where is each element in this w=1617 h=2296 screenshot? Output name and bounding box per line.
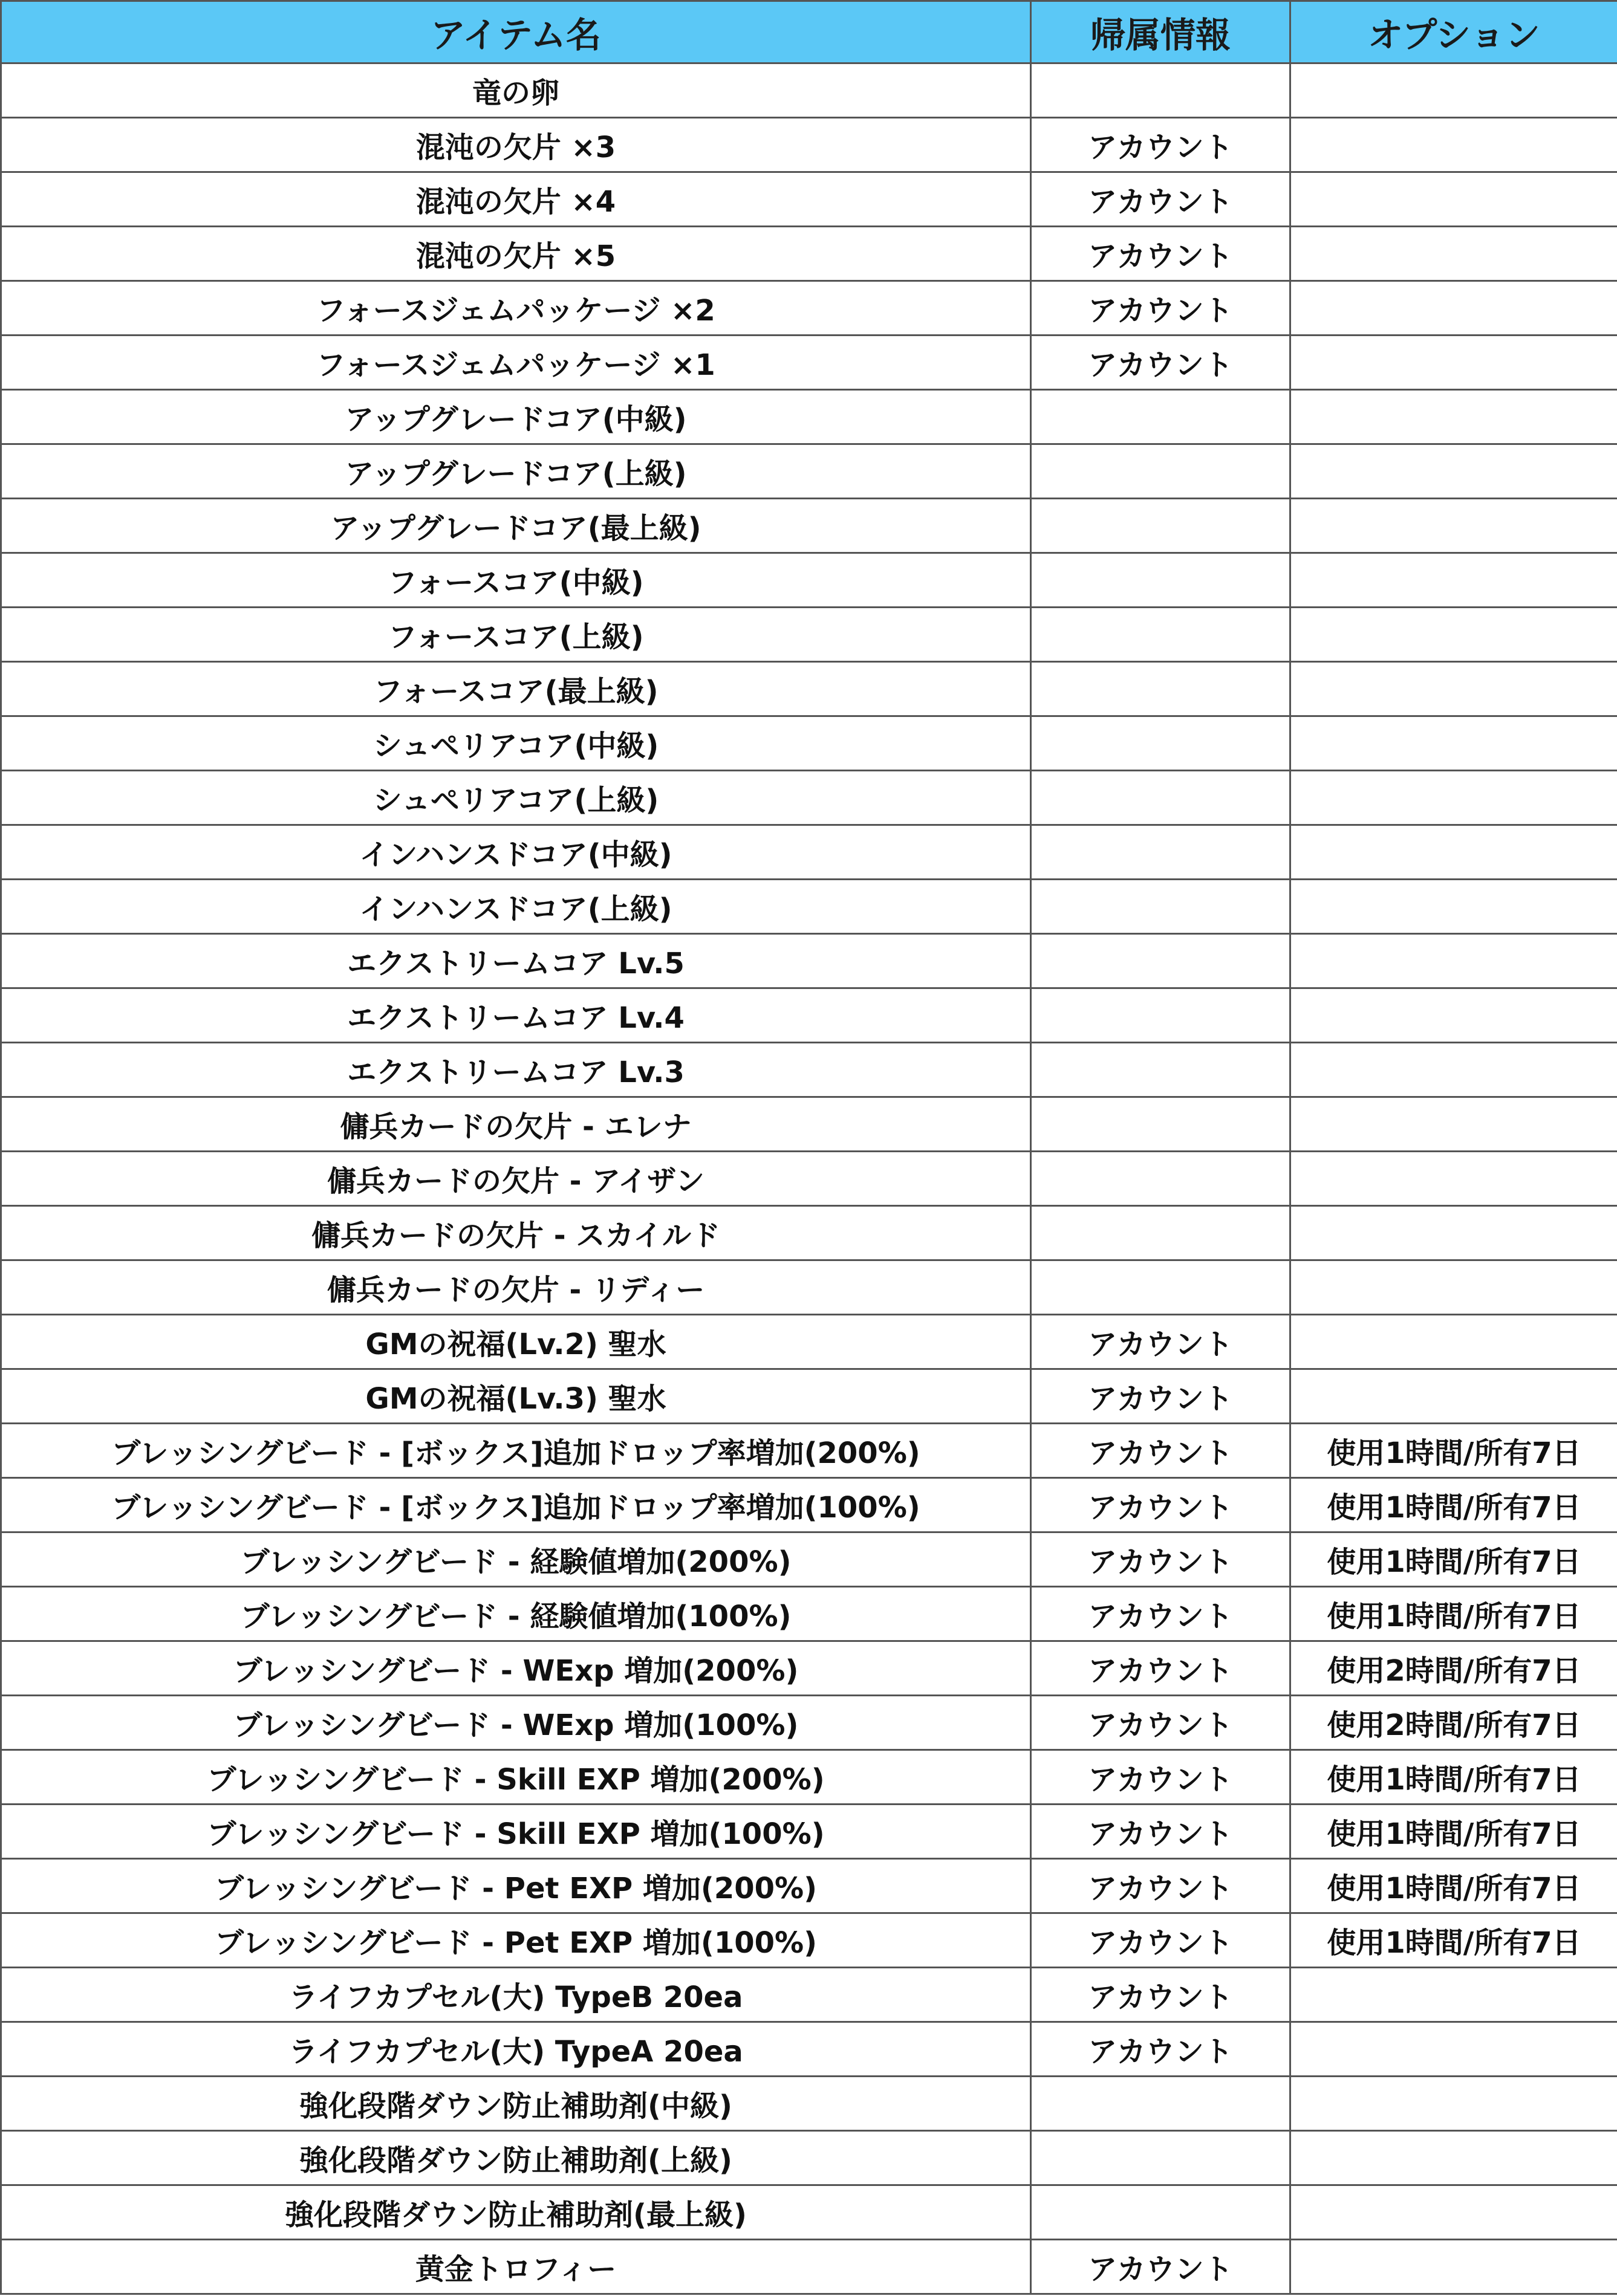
binding-cell: アカウント <box>1031 1587 1290 1641</box>
item-name-cell: エクストリームコア Lv.5 <box>1 934 1031 988</box>
option-cell <box>1290 771 1617 825</box>
option-cell <box>1290 880 1617 934</box>
table-row <box>1 988 1617 1043</box>
item-name-cell: ブレッシングビード - [ボックス]追加ドロップ率増加(100%) <box>1 1478 1031 1532</box>
option-cell <box>1290 934 1617 988</box>
item-name-cell: 強化段階ダウン防止補助剤(上級) <box>1 2131 1031 2185</box>
option-cell <box>1290 1152 1617 1206</box>
binding-cell <box>1031 553 1290 608</box>
header-row <box>1 1 1617 63</box>
binding-cell <box>1031 499 1290 553</box>
table-row <box>1 1805 1617 1859</box>
table-row <box>1 1260 1617 1315</box>
binding-cell: アカウント <box>1031 336 1290 390</box>
option-cell <box>1290 444 1617 499</box>
binding-cell <box>1031 444 1290 499</box>
column-header-binding: 帰属情報 <box>1031 1 1290 63</box>
table-row <box>1 716 1617 771</box>
option-cell <box>1290 281 1617 336</box>
item-name-cell: 傭兵カードの欠片 - スカイルド <box>1 1206 1031 1260</box>
option-cell <box>1290 1206 1617 1260</box>
item-name-cell: 傭兵カードの欠片 - エレナ <box>1 1097 1031 1152</box>
option-cell <box>1290 172 1617 227</box>
item-name-cell: ライフカプセル(大) TypeA 20ea <box>1 2022 1031 2077</box>
option-cell <box>1290 608 1617 662</box>
table-row <box>1 771 1617 825</box>
table-row <box>1 1968 1617 2022</box>
binding-cell <box>1031 1152 1290 1206</box>
table-row <box>1 2131 1617 2185</box>
item-name-cell: ブレッシングビード - Skill EXP 増加(200%) <box>1 1750 1031 1805</box>
item-name-cell: シュペリアコア(中級) <box>1 716 1031 771</box>
option-cell <box>1290 2131 1617 2185</box>
option-cell <box>1290 227 1617 281</box>
binding-cell <box>1031 825 1290 880</box>
table-row <box>1 1315 1617 1369</box>
binding-cell: アカウント <box>1031 1369 1290 1424</box>
binding-cell <box>1031 716 1290 771</box>
item-name-cell: ブレッシングビード - WExp 増加(100%) <box>1 1696 1031 1750</box>
option-cell <box>1290 336 1617 390</box>
table-row <box>1 63 1617 118</box>
table-row <box>1 444 1617 499</box>
item-name-cell: シュペリアコア(上級) <box>1 771 1031 825</box>
binding-cell: アカウント <box>1031 227 1290 281</box>
option-cell <box>1290 1043 1617 1097</box>
binding-cell <box>1031 1260 1290 1315</box>
table-row <box>1 1696 1617 1750</box>
binding-cell: アカウント <box>1031 1750 1290 1805</box>
table-row <box>1 2185 1617 2240</box>
option-cell: 使用2時間/所有7日 <box>1290 1696 1617 1750</box>
item-name-cell: ブレッシングビード - 経験値増加(200%) <box>1 1532 1031 1587</box>
item-name-cell: ブレッシングビード - [ボックス]追加ドロップ率増加(200%) <box>1 1424 1031 1478</box>
option-cell: 使用1時間/所有7日 <box>1290 1805 1617 1859</box>
binding-cell: アカウント <box>1031 1532 1290 1587</box>
table-row <box>1 336 1617 390</box>
item-name-cell: 傭兵カードの欠片 - アイザン <box>1 1152 1031 1206</box>
option-cell <box>1290 553 1617 608</box>
table-row <box>1 390 1617 444</box>
option-cell: 使用1時間/所有7日 <box>1290 1750 1617 1805</box>
table-row <box>1 2022 1617 2077</box>
item-name-cell: アップグレードコア(上級) <box>1 444 1031 499</box>
table-row <box>1 1097 1617 1152</box>
table-row <box>1 2240 1617 2294</box>
table-row <box>1 662 1617 716</box>
item-name-cell: GMの祝福(Lv.3) 聖水 <box>1 1369 1031 1424</box>
item-name-cell: 黄金トロフィー <box>1 2240 1031 2294</box>
item-name-cell: 竜の卵 <box>1 63 1031 118</box>
option-cell <box>1290 2240 1617 2294</box>
table-row <box>1 227 1617 281</box>
item-name-cell: 混沌の欠片 ×5 <box>1 227 1031 281</box>
binding-cell <box>1031 662 1290 716</box>
binding-cell <box>1031 1097 1290 1152</box>
table-header <box>1 1 1617 63</box>
table-row <box>1 172 1617 227</box>
option-cell <box>1290 2185 1617 2240</box>
option-cell <box>1290 118 1617 172</box>
table-row <box>1 1369 1617 1424</box>
binding-cell: アカウント <box>1031 172 1290 227</box>
item-name-cell: フォースコア(上級) <box>1 608 1031 662</box>
item-name-cell: 混沌の欠片 ×3 <box>1 118 1031 172</box>
binding-cell: アカウント <box>1031 1805 1290 1859</box>
item-name-cell: 混沌の欠片 ×4 <box>1 172 1031 227</box>
table-body <box>1 63 1617 2294</box>
option-cell <box>1290 716 1617 771</box>
table-row <box>1 1913 1617 1968</box>
item-name-cell: ブレッシングビード - WExp 増加(200%) <box>1 1641 1031 1696</box>
item-name-cell: ライフカプセル(大) TypeB 20ea <box>1 1968 1031 2022</box>
binding-cell <box>1031 2077 1290 2131</box>
table-row <box>1 1859 1617 1913</box>
option-cell: 使用1時間/所有7日 <box>1290 1478 1617 1532</box>
table-row <box>1 1478 1617 1532</box>
option-cell <box>1290 63 1617 118</box>
item-name-cell: 強化段階ダウン防止補助剤(最上級) <box>1 2185 1031 2240</box>
table-row <box>1 1152 1617 1206</box>
option-cell: 使用1時間/所有7日 <box>1290 1913 1617 1968</box>
binding-cell: アカウント <box>1031 1913 1290 1968</box>
table-row <box>1 880 1617 934</box>
option-cell <box>1290 499 1617 553</box>
table-row <box>1 118 1617 172</box>
option-cell <box>1290 1260 1617 1315</box>
item-name-cell: 強化段階ダウン防止補助剤(中級) <box>1 2077 1031 2131</box>
item-name-cell: ブレッシングビード - 経験値増加(100%) <box>1 1587 1031 1641</box>
item-name-cell: エクストリームコア Lv.3 <box>1 1043 1031 1097</box>
binding-cell: アカウント <box>1031 1968 1290 2022</box>
option-cell <box>1290 2077 1617 2131</box>
table-row <box>1 553 1617 608</box>
binding-cell: アカウント <box>1031 1315 1290 1369</box>
item-name-cell: インハンスドコア(上級) <box>1 880 1031 934</box>
option-cell <box>1290 2022 1617 2077</box>
binding-cell: アカウント <box>1031 2022 1290 2077</box>
item-name-cell: ブレッシングビード - Skill EXP 増加(100%) <box>1 1805 1031 1859</box>
item-name-cell: アップグレードコア(最上級) <box>1 499 1031 553</box>
binding-cell: アカウント <box>1031 2240 1290 2294</box>
binding-cell <box>1031 988 1290 1043</box>
column-header-option: オプション <box>1290 1 1617 63</box>
binding-cell <box>1031 2185 1290 2240</box>
table-row <box>1 1532 1617 1587</box>
item-name-cell: 傭兵カードの欠片 - リディー <box>1 1260 1031 1315</box>
option-cell <box>1290 662 1617 716</box>
table-row <box>1 1043 1617 1097</box>
option-cell <box>1290 825 1617 880</box>
table-row <box>1 825 1617 880</box>
option-cell: 使用1時間/所有7日 <box>1290 1859 1617 1913</box>
binding-cell <box>1031 63 1290 118</box>
binding-cell <box>1031 390 1290 444</box>
option-cell <box>1290 1968 1617 2022</box>
item-name-cell: エクストリームコア Lv.4 <box>1 988 1031 1043</box>
table-row <box>1 1641 1617 1696</box>
item-name-cell: フォースジェムパッケージ ×1 <box>1 336 1031 390</box>
table-row <box>1 499 1617 553</box>
binding-cell: アカウント <box>1031 1859 1290 1913</box>
table-row <box>1 1424 1617 1478</box>
option-cell <box>1290 1369 1617 1424</box>
table-row <box>1 608 1617 662</box>
binding-cell <box>1031 880 1290 934</box>
column-header-item-name: アイテム名 <box>1 1 1031 63</box>
binding-cell: アカウント <box>1031 1478 1290 1532</box>
table-row <box>1 2077 1617 2131</box>
option-cell <box>1290 988 1617 1043</box>
binding-cell <box>1031 608 1290 662</box>
item-name-cell: インハンスドコア(中級) <box>1 825 1031 880</box>
binding-cell: アカウント <box>1031 118 1290 172</box>
binding-cell <box>1031 1043 1290 1097</box>
binding-cell: アカウント <box>1031 1641 1290 1696</box>
item-name-cell: フォースジェムパッケージ ×2 <box>1 281 1031 336</box>
option-cell: 使用2時間/所有7日 <box>1290 1641 1617 1696</box>
option-cell <box>1290 1097 1617 1152</box>
option-cell: 使用1時間/所有7日 <box>1290 1587 1617 1641</box>
table-row <box>1 1587 1617 1641</box>
option-cell: 使用1時間/所有7日 <box>1290 1424 1617 1478</box>
item-name-cell: アップグレードコア(中級) <box>1 390 1031 444</box>
binding-cell <box>1031 2131 1290 2185</box>
item-name-cell: フォースコア(最上級) <box>1 662 1031 716</box>
binding-cell <box>1031 934 1290 988</box>
binding-cell <box>1031 1206 1290 1260</box>
table-row <box>1 1206 1617 1260</box>
binding-cell <box>1031 771 1290 825</box>
option-cell <box>1290 1315 1617 1369</box>
option-cell: 使用1時間/所有7日 <box>1290 1532 1617 1587</box>
item-name-cell: ブレッシングビード - Pet EXP 増加(200%) <box>1 1859 1031 1913</box>
item-name-cell: ブレッシングビード - Pet EXP 増加(100%) <box>1 1913 1031 1968</box>
table-row <box>1 1750 1617 1805</box>
item-name-cell: フォースコア(中級) <box>1 553 1031 608</box>
option-cell <box>1290 390 1617 444</box>
item-name-cell: GMの祝福(Lv.2) 聖水 <box>1 1315 1031 1369</box>
table-row <box>1 281 1617 336</box>
binding-cell: アカウント <box>1031 1424 1290 1478</box>
binding-cell: アカウント <box>1031 1696 1290 1750</box>
binding-cell: アカウント <box>1031 281 1290 336</box>
table-row <box>1 934 1617 988</box>
